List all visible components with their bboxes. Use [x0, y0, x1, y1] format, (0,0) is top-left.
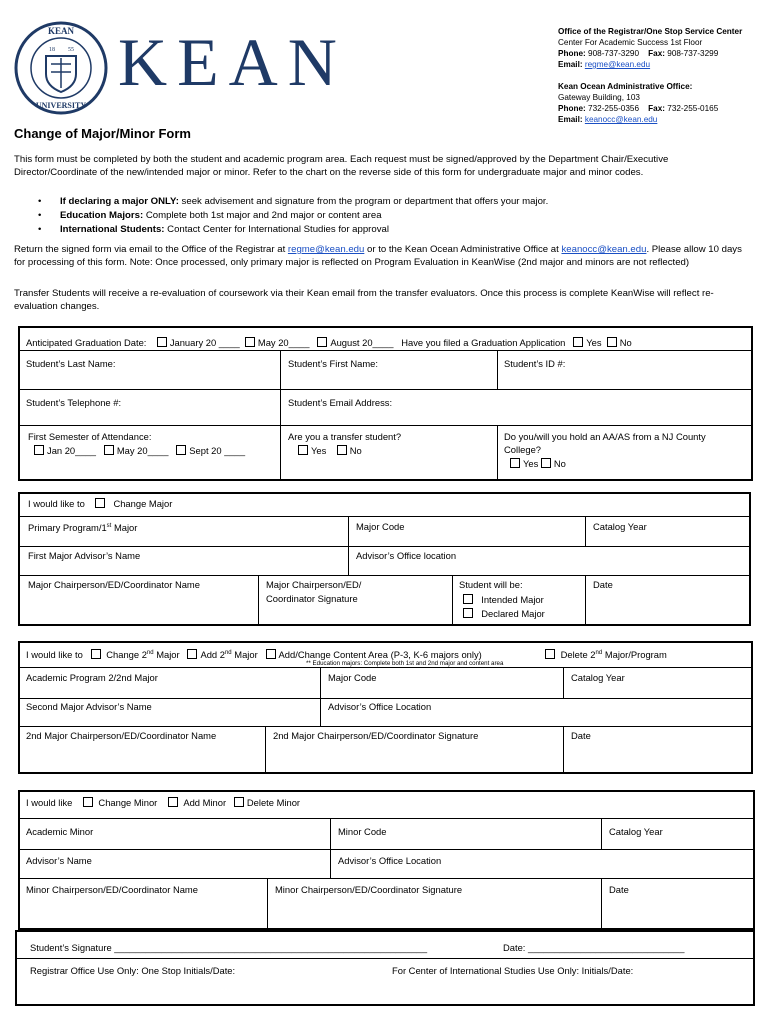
minor-advisor-name-field[interactable]: Advisor’s Name [26, 855, 92, 866]
delete-2nd-major-checkbox[interactable] [545, 649, 555, 659]
return-instructions: Return the signed form via email to the Office of the Registrar at regme@kean.edu or to the Kean Ocean Administrative Office at keanocc@kean.edu. Please allow 10 days for processing of this form. Note: Once processed, only primary major is reflected on Program Evaluation in KeanWise (2nd major and minors are not reflected) [14, 244, 742, 268]
registrar-use-only: Registrar Office Use Only: One Stop Initials/Date: [30, 965, 236, 976]
list-item: • International Students: Contact Center for International Studies for approval [38, 223, 548, 237]
last-name-field[interactable]: Student’s Last Name: [26, 358, 116, 369]
transfer-note: Transfer Students will receive a re-evaluation of coursework via their Kean email from the transfer evaluators. Once this process is complete KeanWise will reflect re-evaluation changes. [14, 288, 714, 312]
svg-text:18: 18 [49, 47, 55, 53]
add-content-area-checkbox[interactable] [266, 649, 276, 659]
primary-major-field[interactable]: Primary Program/1st Major [28, 522, 138, 534]
kean-seal-logo [13, 20, 109, 116]
major1-chair-signature-line2: Coordinator Signature [266, 593, 358, 604]
delete-minor-checkbox[interactable] [234, 797, 244, 807]
minor-advisor-office-field[interactable]: Advisor’s Office Location [338, 855, 442, 866]
svg-text:KEAN: KEAN [47, 26, 75, 36]
student-signature-line[interactable]: Student’s Signature ____________________________________________________________ [30, 942, 428, 953]
major1-advisor-name-field[interactable]: First Major Advisor’s Name [28, 550, 141, 561]
kean-wordmark: KEAN [118, 24, 347, 100]
aa-question-line2: College? [504, 444, 542, 455]
aa-question-line1: Do you/will you hold an AA/AS from a NJ County [504, 431, 706, 442]
svg-text:UNIVERSITY: UNIVERSITY [35, 101, 87, 110]
add-minor-checkbox[interactable] [168, 797, 178, 807]
major1-action-row: I would like to Change Major [28, 498, 173, 509]
signature-date-line[interactable]: Date: ______________________________ [503, 942, 685, 953]
add-2nd-major-checkbox[interactable] [187, 649, 197, 659]
intro-text: This form must be completed by both the student and academic program area. Each request must be signed/approved by the Department Chair/Executive Director/Coordinate of the new/intended major or minor. Refer to the chart on the reverse side of this form for undergraduate major and minor codes. [14, 154, 669, 178]
major2-action-row: I would like to Change 2nd Major Add 2nd Major Add/Change Content Area (P-3, K-6 majors only) [26, 649, 482, 661]
grad-app-no-checkbox[interactable] [607, 337, 617, 347]
office1-address: Center For Academic Success 1st Floor [558, 38, 703, 47]
student-id-field[interactable]: Student’s ID #: [504, 358, 566, 369]
grad-august-checkbox[interactable] [317, 337, 327, 347]
keanocc-email-link[interactable]: keanocc@kean.edu [561, 244, 647, 255]
minor-chair-name-field[interactable]: Minor Chairperson/ED/Coordinator Name [26, 884, 198, 895]
student-will-be-label: Student will be: [459, 579, 523, 590]
office1-fax: 908-737-3299 [667, 49, 719, 58]
minor-code-field[interactable]: Minor Code [338, 826, 387, 837]
office2-phone: 732-255-0356 [588, 104, 640, 113]
major2-catalog-year-field[interactable]: Catalog Year [571, 672, 625, 683]
major2-advisor-name-field[interactable]: Second Major Advisor’s Name [26, 701, 152, 712]
first-name-field[interactable]: Student’s First Name: [288, 358, 378, 369]
grad-app-yes-checkbox[interactable] [573, 337, 583, 347]
office1-email-link[interactable]: regme@kean.edu [584, 60, 651, 69]
list-item: • Education Majors: Complete both 1st major and 2nd major or content area [38, 209, 548, 223]
office2-fax: 732-255-0165 [667, 104, 719, 113]
grad-january-checkbox[interactable] [157, 337, 167, 347]
intended-major-checkbox[interactable] [463, 594, 473, 604]
major2-code-field[interactable]: Major Code [328, 672, 377, 683]
major1-code-field[interactable]: Major Code [356, 521, 405, 532]
transfer-question: Are you a transfer student? [288, 431, 402, 442]
office2-title: Kean Ocean Administrative Office: [558, 82, 693, 91]
office-contact-block: Office of the Registrar/One Stop Service Center Center For Academic Success 1st Floor Phone: 908-737-3290 Fax: 908-737-3299 Email: regme@kean.edu Kean Ocean Administrative Office: Gateway Building, 103 Phone: 732-255-0356 Fax: 732-255-0165 Email: keanocc@kean.edu [558, 27, 743, 124]
page-title: Change of Major/Minor Form [14, 126, 191, 141]
major2-advisor-office-field[interactable]: Advisor’s Office Location [328, 701, 432, 712]
major2-program-field[interactable]: Academic Program 2/2nd Major [26, 672, 158, 683]
transfer-yes-checkbox[interactable] [298, 445, 308, 455]
academic-minor-field[interactable]: Academic Minor [26, 826, 94, 837]
office1-title: Office of the Registrar/One Stop Service Center [558, 27, 743, 36]
office2-email-link[interactable]: keanocc@kean.edu [584, 115, 658, 124]
major1-chair-name-field[interactable]: Major Chairperson/ED/Coordinator Name [28, 579, 200, 590]
transfer-options: Yes No [298, 444, 362, 457]
instruction-list [38, 195, 548, 237]
sem-jan-checkbox[interactable] [34, 445, 44, 455]
aa-yes-checkbox[interactable] [510, 458, 520, 468]
major2-chair-name-field[interactable]: 2nd Major Chairperson/ED/Coordinator Name [26, 730, 217, 741]
aa-options: Yes No [510, 457, 566, 470]
major1-chair-signature-line1[interactable]: Major Chairperson/ED/ [266, 579, 362, 590]
intl-studies-use-only: For Center of International Studies Use Only: Initials/Date: [392, 965, 634, 976]
education-note: ** Education majors: Complete both 1st and 2nd major and content area [306, 660, 504, 667]
change-2nd-major-checkbox[interactable] [91, 649, 101, 659]
first-semester-label: First Semester of Attendance: [28, 431, 152, 442]
minor-chair-signature-field[interactable]: Minor Chairperson/ED/Coordinator Signature [275, 884, 463, 895]
svg-text:55: 55 [68, 47, 74, 53]
sem-sept-checkbox[interactable] [176, 445, 186, 455]
transfer-no-checkbox[interactable] [337, 445, 347, 455]
email-field[interactable]: Student’s Email Address: [288, 397, 393, 408]
delete-2nd-major-option: Delete 2nd Major/Program [545, 647, 667, 661]
first-semester-options: Jan 20____ May 20____ Sept 20 ____ [34, 444, 245, 457]
major2-date-field[interactable]: Date [571, 730, 591, 741]
intended-major-option: Intended Major [463, 593, 544, 606]
office1-phone: 908-737-3290 [588, 49, 640, 58]
change-minor-checkbox[interactable] [83, 797, 93, 807]
minor-catalog-year-field[interactable]: Catalog Year [609, 826, 663, 837]
major1-date-field[interactable]: Date [593, 579, 613, 590]
telephone-field[interactable]: Student’s Telephone #: [26, 397, 122, 408]
declared-major-checkbox[interactable] [463, 608, 473, 618]
major2-chair-signature-field[interactable]: 2nd Major Chairperson/ED/Coordinator Signature [273, 730, 479, 741]
office2-address: Gateway Building, 103 [558, 93, 640, 102]
grad-date-row: Anticipated Graduation Date: January 20 ____ May 20____ August 20____ Have you filed a Graduation Application Yes No [26, 337, 632, 348]
grad-may-checkbox[interactable] [245, 337, 255, 347]
sem-may-checkbox[interactable] [104, 445, 114, 455]
regme-email-link[interactable]: regme@kean.edu [287, 244, 365, 255]
list-item: • If declaring a major ONLY: seek advisement and signature from the program or department that offers your major. [38, 195, 548, 209]
aa-no-checkbox[interactable] [541, 458, 551, 468]
change-major-checkbox[interactable] [95, 498, 105, 508]
major1-catalog-year-field[interactable]: Catalog Year [593, 521, 647, 532]
declared-major-option: Declared Major [463, 607, 545, 620]
minor-action-row: I would like Change Minor Add Minor Delete Minor [26, 797, 301, 808]
minor-date-field[interactable]: Date [609, 884, 629, 895]
major1-advisor-office-field[interactable]: Advisor’s Office location [356, 550, 457, 561]
